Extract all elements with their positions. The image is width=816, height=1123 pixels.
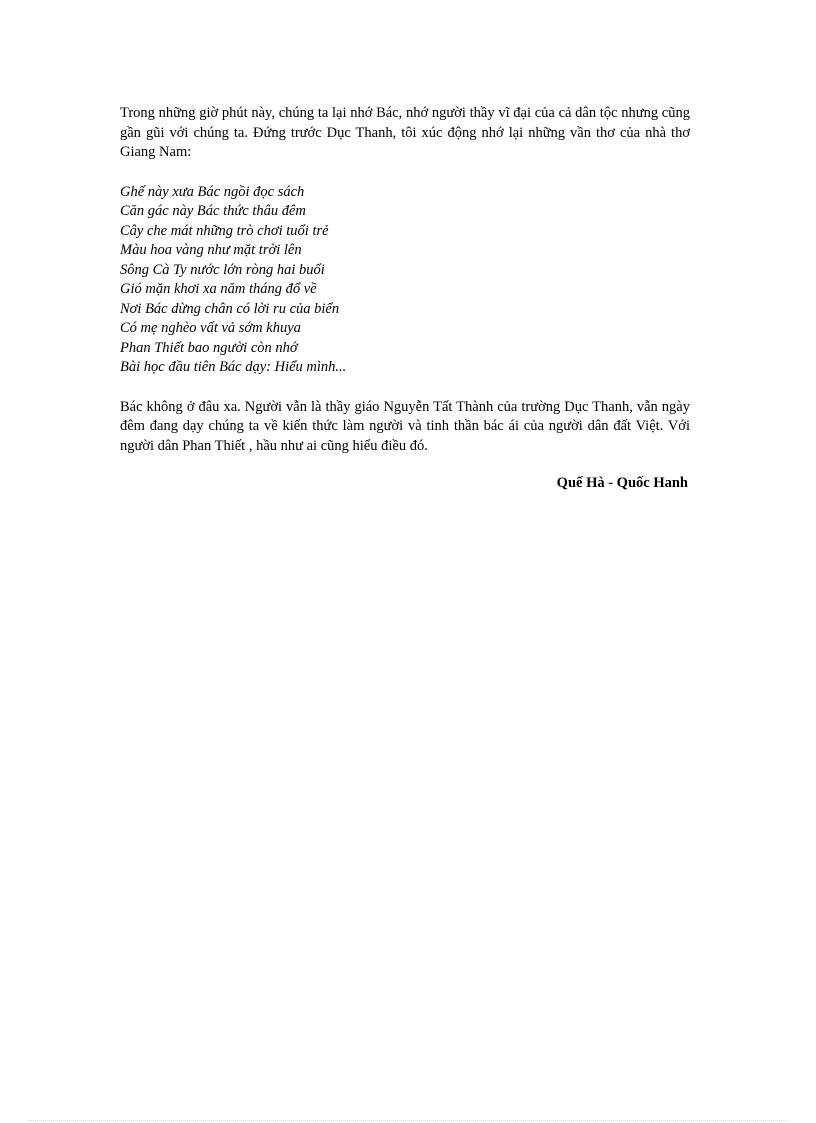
poem [120,183,690,378]
poem-line: Sông Cà Ty nước lớn ròng hai buổi [120,261,325,278]
poem-line: Nơi Bác dừng chân có lời ru của biển [120,300,340,317]
poem-line: Cây che mát những trò chơi tuổi trẻ [120,222,329,239]
poem-line: Phan Thiết bao người còn nhớ [120,339,298,356]
poem-line: Bài học đầu tiên Bác dạy: Hiểu mình... [120,359,347,375]
poem-line: Gió mặn khơi xa năm tháng đổ về [120,281,317,297]
document-body [120,104,690,494]
poem-line: Ghế này xưa Bác ngồi đọc sách [120,183,305,200]
closing-paragraph: Bác không ở đâu xa. Người vẫn là thầy giáo Nguyễn Tất Thành của trường Dục Thanh, vẫn ngày đêm đang dạy chúng ta về kiến thức làm người và tinh thần bác ái của người dân đất Việt. Với người dân Phan Thiết , hầu như ai cũng hiểu điều đó. [120,398,690,454]
author-signature: Quế Hà - Quốc Hanh [556,475,688,491]
poem-line: Màu hoa vàng như mặt trời lên [120,242,302,258]
page-bottom-divider [28,1120,788,1121]
poem-line: Có mẹ nghèo vất vả sớm khuya [120,320,301,336]
intro-paragraph: Trong những giờ phút này, chúng ta lại nhớ Bác, nhớ người thầy vĩ đại của cả dân tộc nhưng cũng gần gũi với chúng ta. Đứng trước Dục Thanh, tôi xúc động nhớ lại những vần thơ của nhà thơ Giang Nam: [120,105,690,160]
poem-line: Căn gác này Bác thức thâu đêm [120,203,306,219]
